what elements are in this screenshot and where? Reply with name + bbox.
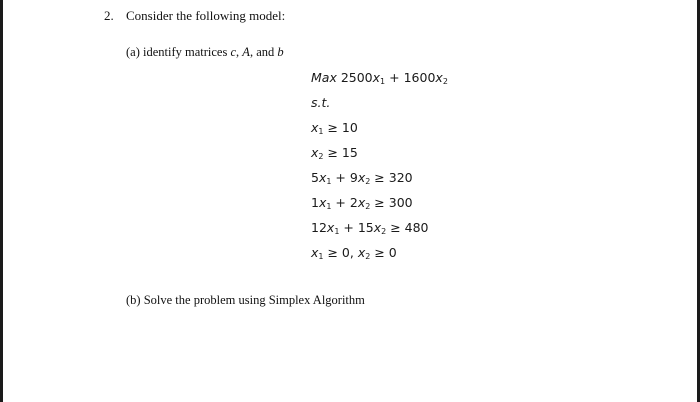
- part-b-text: Solve the problem using Simplex Algorithm: [143, 293, 365, 307]
- part-a-prompt: (a) identify matrices c, A, and b: [126, 45, 284, 59]
- symbol-c: c: [230, 45, 237, 59]
- nonnegativity-constraint: $x_1 \ge 0$, $x_2 \ge 0$: [311, 245, 397, 261]
- question-text: Consider the following model:: [126, 8, 286, 23]
- part-b-label: (b): [126, 293, 141, 307]
- constraint-4: $1x_1 + 2x_2 \ge 300$: [311, 195, 413, 211]
- part-a-label: (a): [126, 45, 140, 59]
- subject-to-label: s.t.: [311, 95, 331, 110]
- question-heading: [104, 8, 285, 24]
- part-a-text: identify matrices: [143, 45, 228, 59]
- constraint-3: $5x_1 + 9x_2 \ge 320$: [311, 170, 413, 186]
- part-b-prompt: [126, 293, 365, 308]
- symbol-A: A: [242, 45, 250, 59]
- constraint-1: $x_1 \ge 10$: [311, 120, 358, 136]
- symbol-b: b: [277, 45, 284, 59]
- constraint-5: $12x_1 + 15x_2 \ge 480$: [311, 220, 429, 236]
- left-border: [0, 0, 3, 402]
- question-number: 2.: [104, 8, 114, 23]
- constraint-2: $x_2 \ge 15$: [311, 145, 358, 161]
- objective-function: Max $2500x_1 + 1600x_2$: [311, 70, 448, 86]
